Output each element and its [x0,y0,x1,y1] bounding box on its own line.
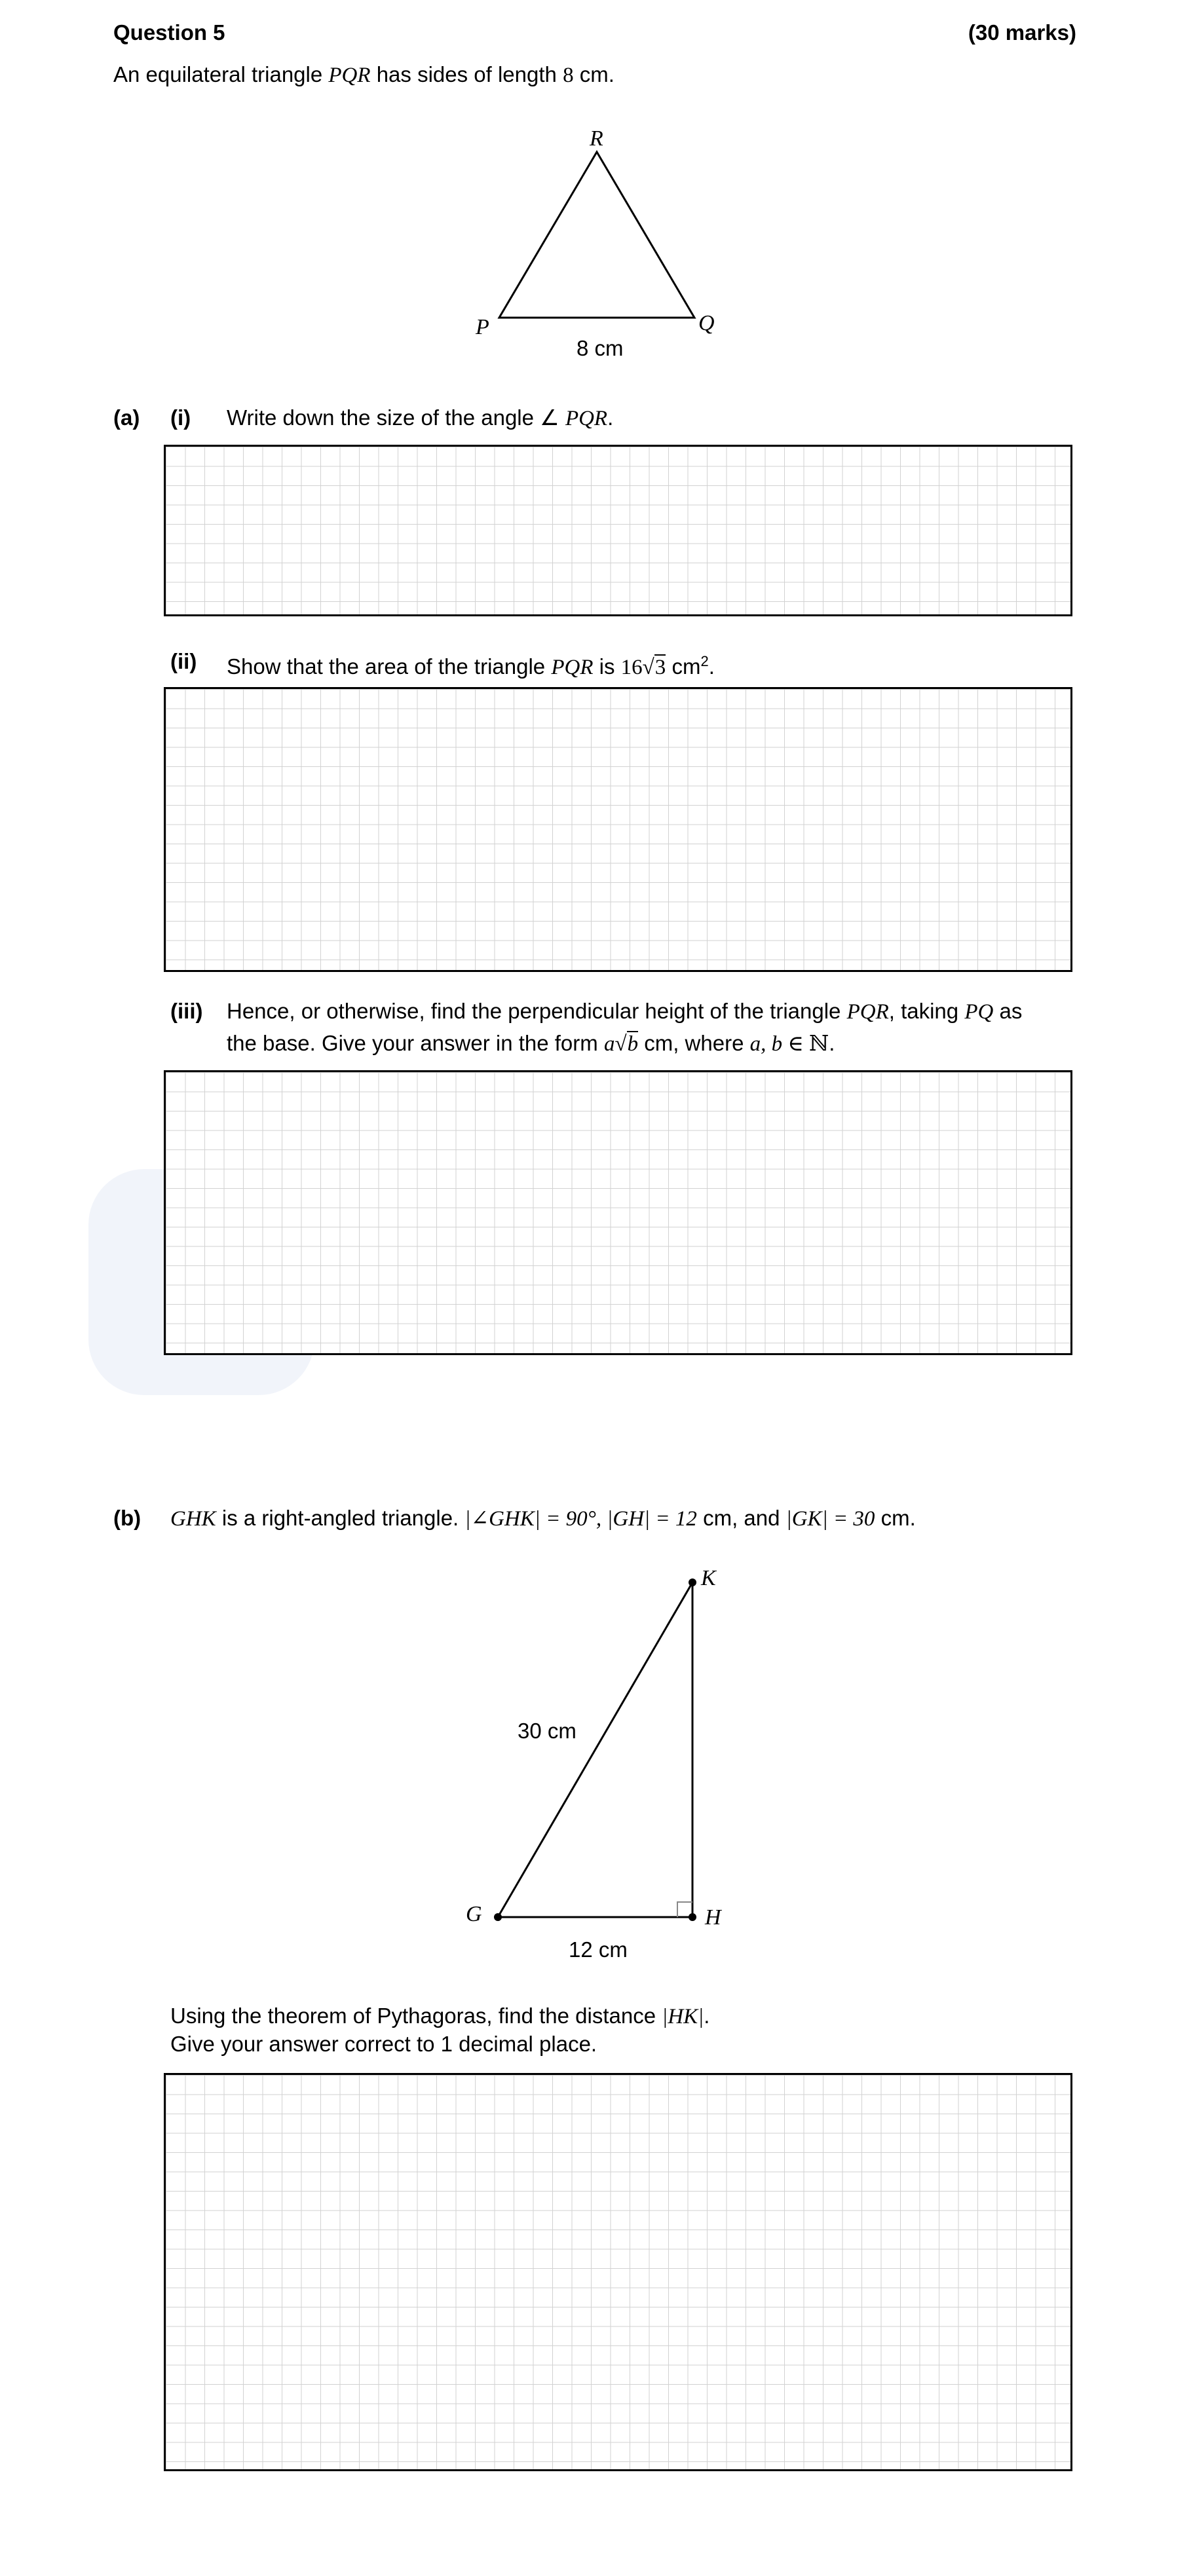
part-b-task-line2: Give your answer correct to 1 decimal place. [170,2032,597,2056]
answer-box-a-i[interactable] [164,445,1072,616]
triangle-ghk-diagram [452,1565,753,1971]
vertex-g-label: G [466,1902,482,1926]
answer-box-a-iii[interactable] [164,1070,1072,1355]
question-title: Question 5 [113,20,225,45]
part-a-label: (a) [113,405,140,430]
part-a-iii-label: (iii) [170,999,203,1023]
part-a-iii-line1: Hence, or otherwise, find the perpendicular height of the triangle PQR, taking PQ as [227,999,1023,1024]
point-k [689,1578,696,1586]
part-a-i-text: Write down the size of the angle ∠ PQR. [227,405,614,430]
triangle-ghk [498,1582,692,1917]
part-b-label: (b) [113,1506,142,1530]
vertex-k-label: K [701,1566,716,1590]
part-a-i-label: (i) [170,405,191,430]
question-marks: (30 marks) [968,20,1076,45]
vertex-h-label: H [705,1905,721,1930]
vertex-p-label: P [476,315,489,339]
part-b-text: GHK is a right-angled triangle. |∠GHK| = 90°, |GH| = 12 cm, and |GK| = 30 cm. [170,1506,916,1531]
answer-box-b[interactable] [164,2073,1072,2471]
part-b-task-line1: Using the theorem of Pythagoras, find the distance |HK|. [170,2004,710,2028]
part-a-ii-text: Show that the area of the triangle PQR is 16√3 $cm^2$. [227,653,715,679]
vertex-r-label: R [590,126,603,151]
point-g [494,1913,502,1921]
ghk-hypotenuse-label: 30 cm [518,1719,577,1743]
part-a-iii-line2: the base. Give your answer in the form a√b cm, where a, b ∈ ℕ. [227,1031,835,1056]
pqr-base-label: 8 cm [577,336,624,360]
vertex-q-label: Q [698,311,715,335]
ghk-base-label: 12 cm [569,1937,628,1962]
point-h [689,1913,696,1921]
triangle-pqr-diagram [459,118,747,380]
intro-text: An equilateral triangle PQR has sides of length 8 cm. [113,62,614,87]
triangle-pqr [499,152,694,318]
answer-box-a-ii[interactable] [164,687,1072,972]
part-a-ii-label: (ii) [170,649,197,673]
